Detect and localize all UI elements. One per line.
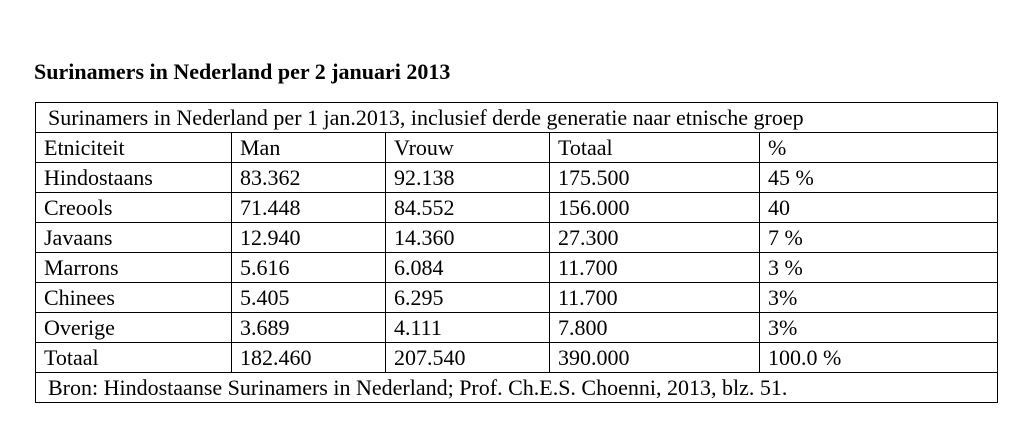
table-caption: Surinamers in Nederland per 1 jan.2013, inclusief derde generatie naar etnische groep xyxy=(36,103,998,133)
header-cell-etniciteit: Etniciteit xyxy=(36,133,232,163)
table-cell: 156.000 xyxy=(550,193,760,223)
table-cell: 40 xyxy=(760,193,998,223)
table-row xyxy=(36,193,998,223)
table-cell: 11.700 xyxy=(550,283,760,313)
table-cell: 207.540 xyxy=(386,343,550,373)
table-cell: 3% xyxy=(760,283,998,313)
table-cell: Hindostaans xyxy=(36,163,232,193)
table-cell: 6.084 xyxy=(386,253,550,283)
table-cell: 100.0 % xyxy=(760,343,998,373)
table-row xyxy=(36,163,998,193)
table-cell: Chinees xyxy=(36,283,232,313)
header-cell-vrouw: Vrouw xyxy=(386,133,550,163)
table-total-row xyxy=(36,343,998,373)
table-cell: 92.138 xyxy=(386,163,550,193)
table-cell: 11.700 xyxy=(550,253,760,283)
table-cell: 5.405 xyxy=(232,283,386,313)
table-cell: 6.295 xyxy=(386,283,550,313)
ethnicity-table xyxy=(35,102,998,403)
table-cell: 7.800 xyxy=(550,313,760,343)
page-title: Surinamers in Nederland per 2 januari 2013 xyxy=(34,59,451,84)
table-cell: 3.689 xyxy=(232,313,386,343)
table-cell: 3% xyxy=(760,313,998,343)
table-cell: 14.360 xyxy=(386,223,550,253)
table-cell: 175.500 xyxy=(550,163,760,193)
table-row xyxy=(36,223,998,253)
table-cell: 71.448 xyxy=(232,193,386,223)
header-cell-totaal: Totaal xyxy=(550,133,760,163)
table-row xyxy=(36,313,998,343)
table-source-row xyxy=(36,373,998,403)
table-cell: Creools xyxy=(36,193,232,223)
table-cell: Overige xyxy=(36,313,232,343)
table-header-row xyxy=(36,133,998,163)
table-cell: Totaal xyxy=(36,343,232,373)
table-cell: 7 % xyxy=(760,223,998,253)
table-row xyxy=(36,253,998,283)
table-cell: 84.552 xyxy=(386,193,550,223)
table-cell: 5.616 xyxy=(232,253,386,283)
table-cell: 182.460 xyxy=(232,343,386,373)
table-cell: 45 % xyxy=(760,163,998,193)
table-caption-row xyxy=(36,103,998,133)
table-cell: 3 % xyxy=(760,253,998,283)
table-cell: 27.300 xyxy=(550,223,760,253)
table-cell: Marrons xyxy=(36,253,232,283)
header-cell-man: Man xyxy=(232,133,386,163)
table-row xyxy=(36,283,998,313)
header-cell-percent: % xyxy=(760,133,998,163)
table-cell: 390.000 xyxy=(550,343,760,373)
table-cell: 83.362 xyxy=(232,163,386,193)
table-cell: Javaans xyxy=(36,223,232,253)
table-cell: 12.940 xyxy=(232,223,386,253)
source-note: Bron: Hindostaanse Surinamers in Nederland; Prof. Ch.E.S. Choenni, 2013, blz. 51. xyxy=(36,373,998,403)
table-cell: 4.111 xyxy=(386,313,550,343)
